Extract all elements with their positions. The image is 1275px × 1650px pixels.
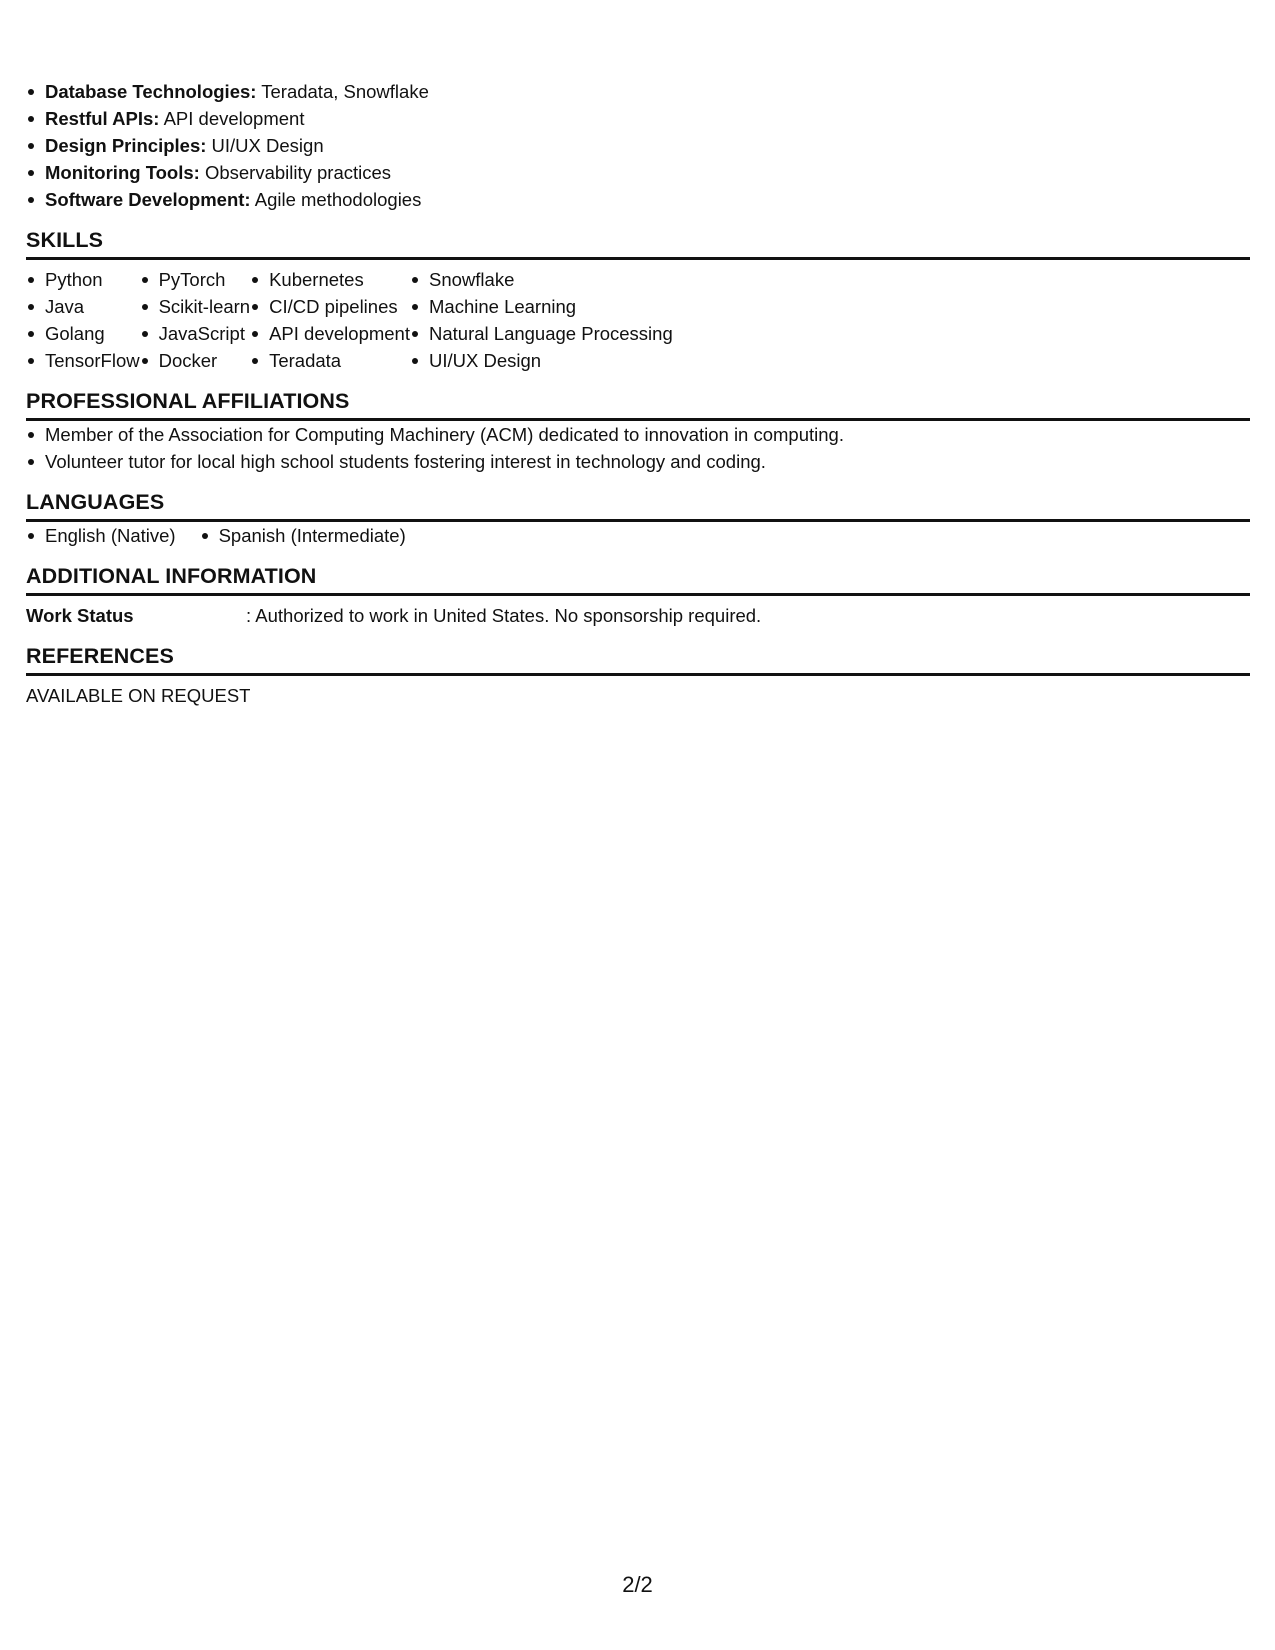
list-item (26, 105, 1250, 132)
skill-item: Teradata (250, 347, 410, 374)
item-value: Agile methodologies (250, 189, 422, 210)
work-status-value: : Authorized to work in United States. No sponsorship required. (246, 605, 762, 626)
skill-item: API development (250, 320, 410, 347)
item-label: Restful APIs: (45, 108, 160, 129)
references-text: AVAILABLE ON REQUEST (26, 685, 251, 706)
page-number: 2/2 (622, 1572, 653, 1597)
affiliation-item: Member of the Association for Computing Machinery (ACM) dedicated to innovation in computing. (26, 421, 1250, 448)
list-item (26, 186, 1250, 213)
additional-info-section (26, 563, 1250, 629)
skill-item: TensorFlow (26, 347, 140, 374)
skills-column (26, 266, 140, 374)
skill-item: Docker (140, 347, 251, 374)
item-value: UI/UX Design (206, 135, 324, 156)
list-item (26, 78, 1250, 105)
item-label: Software Development: (45, 189, 251, 210)
skill-item: Python (26, 266, 140, 293)
skill-item: JavaScript (140, 320, 251, 347)
references-section (26, 643, 1250, 709)
skills-column (250, 266, 410, 374)
technical-proficiency-list (26, 78, 1250, 213)
list-item (26, 132, 1250, 159)
affiliations-heading: PROFESSIONAL AFFILIATIONS (26, 388, 1250, 421)
item-label: Database Technologies: (45, 81, 257, 102)
skills-section (26, 227, 1250, 374)
skill-item: Scikit-learn (140, 293, 251, 320)
affiliations-section (26, 388, 1250, 475)
skill-item: PyTorch (140, 266, 251, 293)
skills-column (410, 266, 673, 374)
skill-item: CI/CD pipelines (250, 293, 410, 320)
resume-content (26, 78, 1250, 709)
skill-item: Snowflake (410, 266, 673, 293)
item-value: Teradata, Snowflake (256, 81, 429, 102)
list-item (26, 159, 1250, 186)
additional-info-heading: ADDITIONAL INFORMATION (26, 563, 1250, 596)
work-status-row (26, 596, 1250, 629)
skill-item: Natural Language Processing (410, 320, 673, 347)
languages-heading: LANGUAGES (26, 489, 1250, 522)
item-label: Design Principles: (45, 135, 207, 156)
skills-heading: SKILLS (26, 227, 1250, 260)
skill-item: Golang (26, 320, 140, 347)
item-label: Monitoring Tools: (45, 162, 200, 183)
skill-item: Machine Learning (410, 293, 673, 320)
references-heading: REFERENCES (26, 643, 1250, 676)
skill-item: Kubernetes (250, 266, 410, 293)
item-value: Observability practices (199, 162, 392, 183)
affiliations-list (26, 421, 1250, 475)
skills-grid (26, 260, 1250, 374)
language-item: English (Native) (26, 522, 176, 549)
language-item: Spanish (Intermediate) (200, 522, 406, 549)
affiliation-item: Volunteer tutor for local high school students fostering interest in technology and coding. (26, 448, 1250, 475)
languages-section (26, 489, 1250, 549)
skill-item: Java (26, 293, 140, 320)
skill-item: UI/UX Design (410, 347, 673, 374)
work-status-label: Work Status (26, 605, 134, 626)
item-value: API development (159, 108, 305, 129)
languages-list (26, 522, 1250, 549)
skills-column (140, 266, 251, 374)
